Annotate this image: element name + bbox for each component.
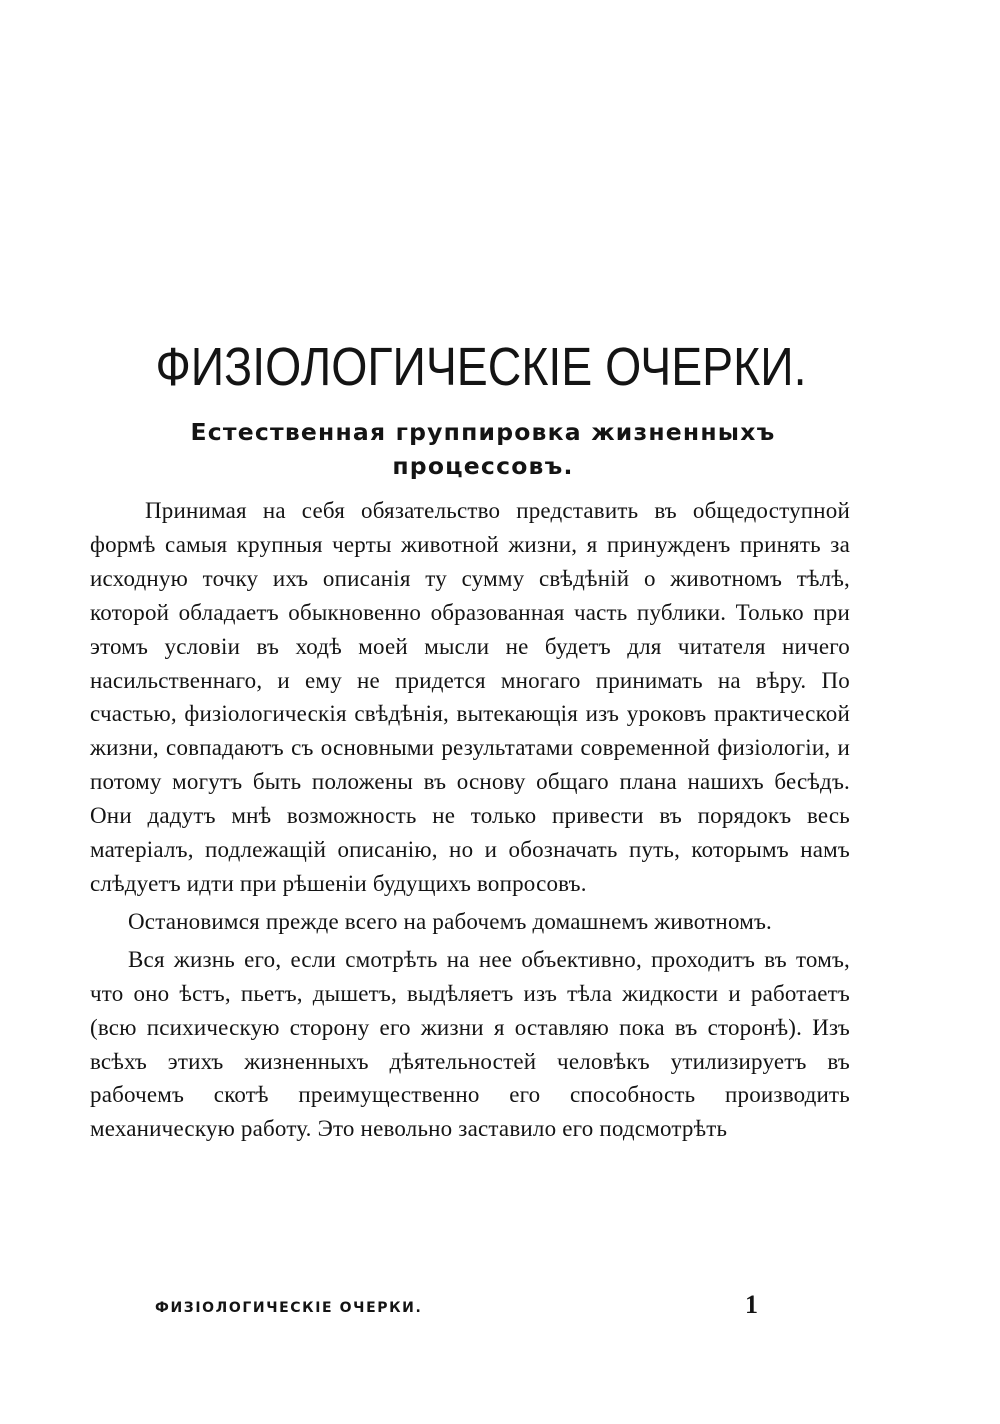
page-title: ФИЗІОЛОГИЧЕСКІЕ ОЧЕРКИ.	[155, 337, 807, 397]
signature-mark: 1	[745, 1290, 758, 1319]
section-subtitle: Естественная группировка жизненныхъ процессовъ.	[190, 418, 776, 480]
paragraph-2: Остановимся прежде всего на рабочемъ домашнемъ животномъ.	[128, 908, 773, 934]
page-footer	[155, 1290, 785, 1326]
body-text	[90, 494, 850, 1150]
paragraph-3: Вся жизнь его, если смотрѣть на нее объективно, проходитъ въ томъ, что оно ѣстъ, пьетъ, дышетъ, выдѣляетъ изъ тѣла жидкости и работаетъ (всю психическую сторону его жизни я оставляю пока въ сторонѣ). Изъ всѣхъ этихъ жизненныхъ дѣятельностей человѣкъ утилизируетъ въ рабочемъ скотѣ преимущественно его способность производить механическую работу. Это невольно заставило его подсмотрѣть	[90, 946, 850, 1142]
running-head: ФИЗІОЛОГИЧЕСКІЕ ОЧЕРКИ.	[155, 1300, 423, 1316]
paragraph-1: Принимая на себя обязательство представить въ общедоступной формѣ самыя крупныя черты животной жизни, я принужденъ принять за исходную точку ихъ описанія ту сумму свѣдѣній о животномъ тѣлѣ, которой обладаетъ обыкновенно образованная часть публики. Только при этомъ условіи въ ходѣ моей мысли не будетъ для читателя ничего насильственнаго, и ему не придется многаго принимать на вѣру. По счастью, физіологическія свѣдѣнія, вытекающія изъ уроковъ практической жизни, совпадаютъ съ основными результатами современной физіологіи, и потому могутъ быть положены въ основу общаго плана нашихъ бесѣдъ. Они дадутъ мнѣ возможность не только привести въ порядокъ весь матеріалъ, подлежащій описанію, но и обозначать путь, которымъ намъ слѣдуетъ идти при рѣшеніи будущихъ вопросовъ.	[90, 498, 850, 896]
